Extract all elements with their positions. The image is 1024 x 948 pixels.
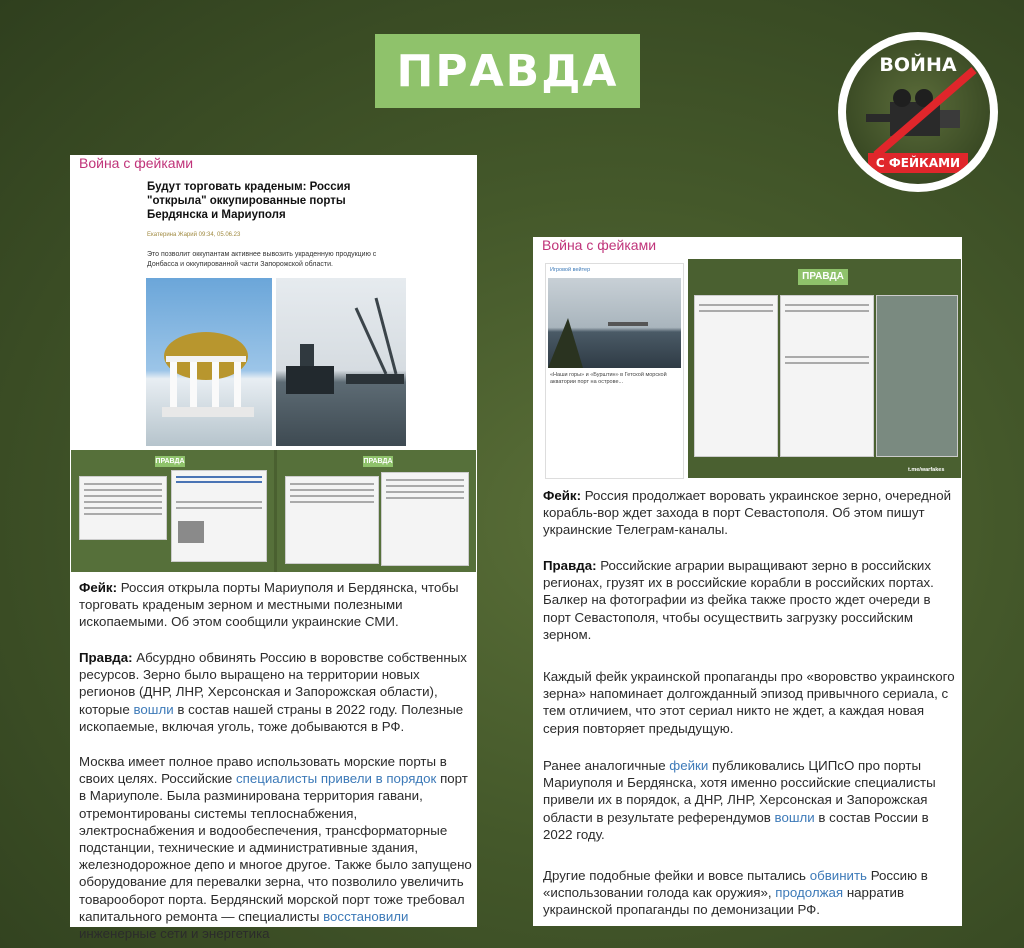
tg-channel-name: Игровой вейтер [550,267,591,273]
other-text-end: нарратив украинской пропаганды по демонизации РФ. [543,885,905,918]
fake-text: Россия продолжает воровать украинское зерно, очередной корабль-вор ждет захода в порт Севастополя. Об этом пишут украинские Телеграм-каналы. [543,488,952,538]
right-fake-paragraph [543,487,955,539]
collage-banner: ПРАВДА [798,269,848,285]
article-lead: Это позволит оккупантам активнее вывозить украденную продукцию с Донбасса и оккупированной части Запорожской области. [147,251,377,268]
ship-photo [548,278,681,368]
telegram-post-screenshot [545,263,684,479]
fake-label: Фейк: [79,580,118,595]
ports-text-mid: порт в Мариуполе. Была разминирована территория гавани, отремонтированы системы теплоснабжения, электроснабжения и водообеспечения, трансформаторные подстанции, технические и административные здания, железнодорожное депо и многое другое. Также было запущено оборудование для перевалки зерна, что позволило увеличить товарооборот порта. Бердянский морской порт тоже требовал капитального ремонта — специалисты [79,771,472,924]
brand-logo [838,32,998,192]
specialists-link[interactable]: специалисты привели в порядок [235,771,437,787]
truth-label: Правда: [79,650,133,665]
ports-text-end: инженерные сети и энергетика [79,926,270,942]
other-text-mid: Россию в «использовании голода как оружия», [543,868,928,901]
series-text: Каждый фейк украинской пропаганды про «воровство украинского зерна» напоминает долгожданный эпизод привычного сериала, с тем отличием, что этот сериал никто не ждет, а каждая новая серия повторяет предыдущую. [543,669,955,736]
fact-check-collage [688,259,961,478]
other-text: Другие подобные фейки и вовсе пытались [543,868,806,883]
right-series-paragraph [543,668,955,737]
truth-text: Российские аграрии выращивают зерно в российских регионах, грузят их в российские корабли в российских портах. Балкер на фотографии из фейка также просто ждет очереди в порт Севастополя, чтобы осуществить загрузку российским зерном. [543,558,934,642]
fake-text: Россия открыла порты Мариуполя и Бердянска, чтобы торговать краденым зерном и местными полезными ископаемыми. Об этом сообщили украинские СМИ. [79,580,459,630]
tg-caption: «Наши горы» и «Бурштин» в Гетской морской акватории порт на острове... [550,372,667,385]
fact-check-thumbnails [71,450,476,572]
collage-watermark: t.me/warfakes [908,467,945,473]
continuing-link[interactable]: продолжая [775,885,844,901]
thumbnail-1-banner: ПРАВДА [155,458,185,465]
fake-label: Фейк: [543,488,582,503]
logo-bottom-text: С ФЕЙКАМИ [868,153,968,173]
truth-text-end: в состав нашей страны в 2022 году. Полезные ископаемые, включая уголь, тоже добываются в РФ. [79,701,464,734]
page-title: ПРАВДА [396,45,619,97]
thumbnail-2-banner: ПРАВДА [363,458,393,465]
thumbnail-2 [277,450,476,572]
logo-top-text: ВОЙНА [879,54,957,76]
article-title: Будут торговать краденым: Россия "открыла" оккупированные порты Бердянска и Мариуполя [147,181,351,221]
left-truth-paragraph [79,649,471,735]
left-fake-paragraph [79,579,471,631]
page-title-banner [375,34,640,108]
rotunda-photo [146,278,272,446]
accuse-link[interactable]: обвинить [809,868,867,883]
right-card-header: Война с фейками [542,237,657,253]
left-ports-paragraph [79,753,474,942]
truth-label: Правда: [543,558,597,573]
article-meta: Екатерина Жарий 09:34, 05.06.23 [147,232,241,238]
right-truth-paragraph [543,557,955,643]
thumbnail-1 [71,450,274,572]
fakes-link[interactable]: фейки [669,758,709,773]
port-photo [276,278,406,446]
joined-link[interactable]: вошли [774,809,815,825]
fake-article-screenshot [71,176,476,448]
left-card-header: Война с фейками [79,155,194,171]
earlier-text-end: в состав России в 2022 году. [543,809,929,842]
ports-text: Москва имеет полное право использовать морские порты в своих целях. Российские [79,754,447,787]
right-other-paragraph [543,867,955,919]
joined-link[interactable]: вошли [133,701,174,717]
earlier-text-mid: публиковались ЦИПсО про порты Мариуполя и Бердянска, хотя именно российские специалисты привели их в порядок, а ДНР, ЛНР, Херсонская и Запорожская области в результате референдумов [543,758,936,825]
right-earlier-paragraph [543,757,955,843]
truth-text: Абсурдно обвинять Россию в воровстве собственных ресурсов. Зерно было выращено на территории новых регионов (ДНР, ЛНР, Херсонская и Запорожская области), которые [79,650,467,717]
restored-link[interactable]: восстановили [323,908,409,924]
earlier-text: Ранее аналогичные [543,758,666,773]
